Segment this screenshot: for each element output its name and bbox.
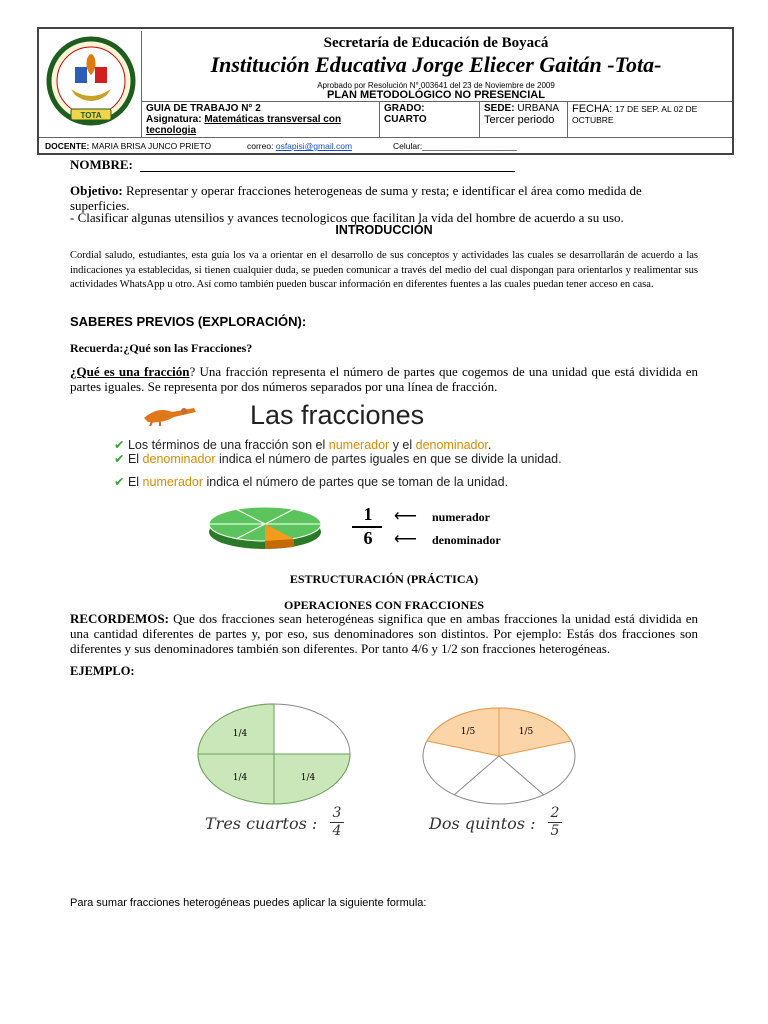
grado-cell: [380, 102, 480, 138]
example-numerator: 1: [363, 504, 373, 524]
caption-dos-quintos: Dos quintos :: [429, 814, 536, 833]
fecha-label: FECHA:: [572, 103, 613, 115]
slice-label: 1/4: [300, 773, 316, 783]
nombre-line: [140, 171, 515, 172]
caption-left-numerator: 3: [332, 805, 342, 821]
intro-text: Cordial saludo, estudiantes, esta guía los va a orientar en el desarrollo de sus conceptos y actividades las cuales se desarrollarán de acuerdo a las indicaciones ya establecidas, si tienen cualquier duda, se pueden comunicar a través del medio del cual dispongan para orientarlos y realimentar sus actividades WhatsApp u otro. Así como también pueden buscar información en diferentes fuentes a las cuales puedan tener acceso en casa.: [70, 250, 698, 290]
guide-label: GUIA DE TRABAJO N° 2: [146, 103, 261, 114]
asignatura-value: Matemáticas transversal con tecnologia: [146, 114, 342, 136]
grado-label: GRADO:: [384, 103, 425, 114]
saberes-title: SABERES PREVIOS (EXPLORACIÓN):: [70, 314, 307, 329]
title-cell: [142, 31, 730, 103]
correo-link[interactable]: osfapisi@gmail.com: [275, 141, 353, 151]
fraccion-definition-text: ? Una fracción representa el número de partes que cogemos de una unidad que está dividida en partes iguales. Se representa por dos números separados por una línea de fracción.: [70, 364, 698, 394]
recordemos-label: RECORDEMOS:: [70, 611, 169, 626]
docente-label: DOCENTE:: [45, 141, 90, 151]
logo-cell: [41, 31, 142, 137]
correo-label: correo:: [247, 141, 274, 151]
slice-label: 1/4: [232, 729, 248, 739]
fracciones-infographic: [110, 400, 650, 560]
logo-text: TOTA: [80, 111, 102, 120]
slice-label: 1/4: [232, 773, 248, 783]
fraccion-question: ¿Qué es una fracción: [70, 364, 190, 379]
example-denominator: 6: [363, 528, 373, 548]
term-line-1: ✔ Los términos de una fracción son el numerador y el denominador.: [114, 438, 492, 452]
approval-text: Aprobado por Resolución N° 003641 del 23 de Noviembre de 2009: [317, 81, 555, 90]
pencil-character-icon: [142, 402, 198, 426]
grado-value: CUARTO: [384, 114, 427, 125]
recuerda-text: Recuerda:¿Qué son las Fracciones?: [70, 341, 253, 355]
pie-three-quarters: [196, 700, 356, 808]
asignatura-label: Asignatura:: [146, 114, 202, 125]
arrow-left-icon: ⟵: [394, 531, 417, 548]
guide-row: [142, 101, 732, 138]
sede-label: SEDE:: [484, 103, 515, 114]
nombre-field: [70, 157, 133, 173]
pie-one-sixth-illustration: [206, 500, 324, 552]
formula-intro: Para sumar fracciones heterogéneas puedes aplicar la siguiente formula:: [70, 897, 427, 909]
periodo-text: Tercer periodo: [484, 114, 555, 126]
caption-tres-cuartos: Tres cuartos :: [205, 814, 318, 833]
caption-right-denominator: 5: [550, 823, 560, 839]
fracciones-title: Las fracciones: [250, 400, 425, 430]
numerador-label: numerador: [432, 510, 490, 524]
guide-cell: [142, 102, 380, 138]
recordemos-text: Que dos fracciones sean heterogéneas significa que en ambas fracciones la unidad está dividida en una cantidad diferentes de partes y, por eso, sus denominadores son distintos. Por ejemplo: Estás dos fracciones son diferentes y sus denominadores también son diferentes. Por tanto 4/6 y 1/2 son fracciones heterogéneas.: [70, 611, 698, 656]
docente-value: MARIA BRISA JUNCO PRIETO: [91, 141, 212, 151]
document-header: [37, 27, 734, 155]
term-line-3: ✔ El numerador indica el número de partes que se toman de la unidad.: [114, 475, 509, 489]
estructuracion-title: ESTRUCTURACIÓN (PRÁCTICA): [289, 572, 479, 586]
ejemplo-label: EJEMPLO:: [70, 664, 135, 678]
recordemos-paragraph: [70, 611, 698, 656]
term-line-2: ✔ El denominador indica el número de partes iguales en que se divide la unidad.: [114, 452, 562, 466]
intro-title: INTRODUCCIÓN: [335, 223, 433, 237]
pie-two-fifths: [420, 704, 582, 812]
docente-row: [39, 137, 732, 154]
sede-cell: [480, 102, 568, 138]
nombre-label: NOMBRE:: [70, 157, 133, 172]
school-logo: [41, 31, 141, 137]
objetivo-text: Representar y operar fracciones heterogeneas de suma y resta; e identificar el área como medida de superficies.: [70, 183, 642, 213]
slice-label: 1/5: [460, 727, 476, 737]
fecha-value: 17 DE SEP. AL 02 DE OCTUBRE: [572, 104, 698, 125]
institution-title: Institución Educativa Jorge Eliecer Gaitán -Tota-: [210, 52, 662, 77]
objetivo-bullet: - Clasificar algunas utensilios y avances tecnologicos que facilitan la vida del hombre de acuerdo a su uso.: [70, 210, 624, 225]
caption-right-numerator: 2: [550, 805, 560, 821]
fecha-cell: [568, 102, 732, 138]
celular-field: Celular:____________________: [393, 141, 517, 151]
plan-text: PLAN METODOLÓGICO NO PRESENCIAL: [327, 89, 545, 101]
denominador-label: denominador: [432, 533, 501, 547]
fraccion-definition: [70, 364, 698, 394]
sede-value: URBANA: [517, 103, 560, 114]
secretaria-title: Secretaría de Educación de Boyacá: [323, 35, 549, 51]
slice-label: 1/5: [518, 727, 534, 737]
arrow-left-icon: ⟵: [394, 508, 417, 525]
caption-left-denominator: 4: [332, 823, 342, 839]
operaciones-title: OPERACIONES CON FRACCIONES: [283, 598, 485, 612]
objetivo-block: [70, 183, 698, 213]
objetivo-label: Objetivo:: [70, 183, 123, 198]
